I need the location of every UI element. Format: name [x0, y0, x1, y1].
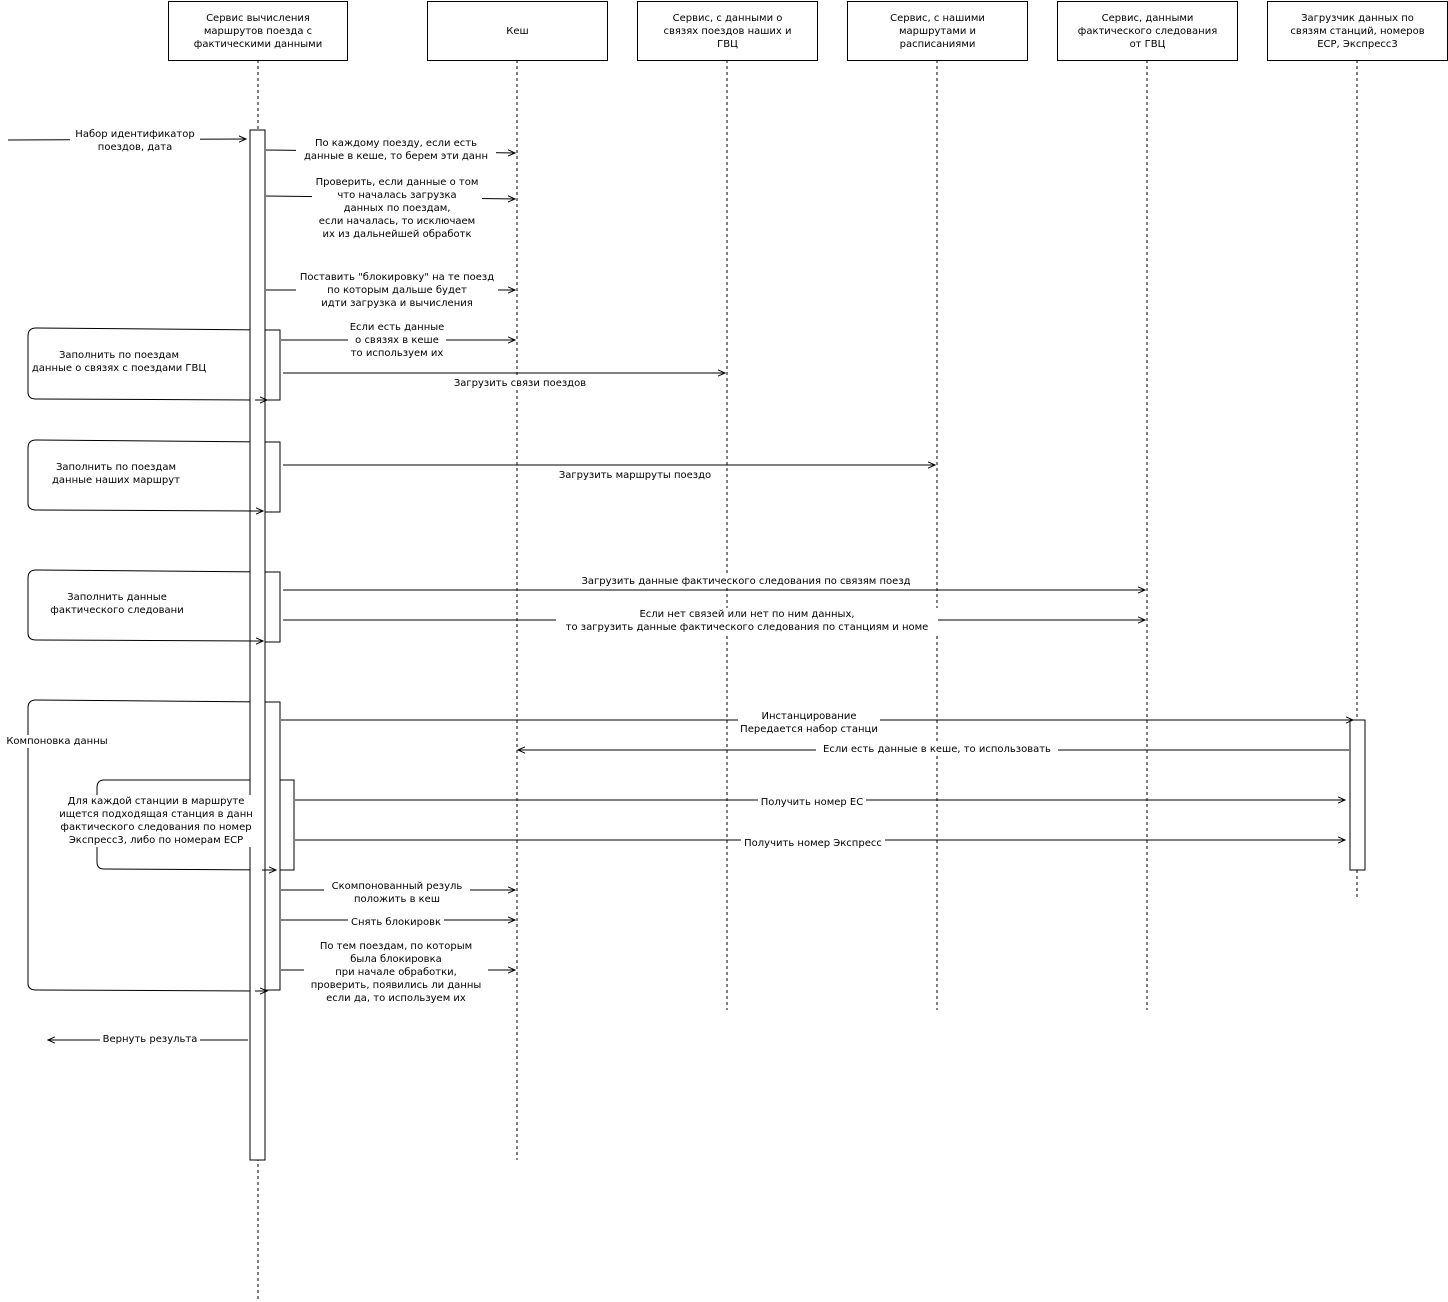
label-recheck: По тем поездам, по которым была блокировка при начале обработки, проверить, появились ли данны если да, то используем их: [304, 940, 488, 1005]
participant-links-service: Сервис, с данными о связях поездов наших и ГВЦ: [637, 1, 818, 61]
label-load-actual-stations: Если нет связей или нет по ним данных, то загрузить данные фактического следования по станциям и номе: [556, 608, 938, 634]
activation-actual: [265, 572, 280, 642]
note-fill-links: Заполнить по поездам данные о связях с поездами ГВЦ: [31, 350, 207, 374]
note-fill-routes: Заполнить по поездам данные наших маршрут: [46, 461, 186, 487]
activation-compose: [265, 702, 280, 990]
activation-loader: [1350, 720, 1365, 870]
label-loader-cache: Если есть данные в кеше, то использовать: [816, 743, 1058, 756]
label-load-routes: Загрузить маршруты поездо: [558, 470, 712, 481]
note-station-match: Для каждой станции в маршруте ищется подходящая станция в данн фактического следования по номер Экспресс3, либо по номерам ЕСР: [52, 795, 260, 847]
participant-route-service: Сервис вычисления маршрутов поезда с фактическими данными: [168, 1, 348, 61]
label-load-links: Загрузить связи поездов: [453, 378, 587, 389]
label-cache-check: По каждому поезду, если есть данные в кеше, то берем эти данн: [296, 137, 496, 163]
label-set-lock: Поставить "блокировку" на те поезд по которым дальше будет идти загрузка и вычисления: [296, 271, 498, 310]
label-put-cache: Скомпонованный резуль положить в кеш: [324, 880, 470, 906]
label-get-express: Получить номер Экспресс: [741, 837, 885, 850]
label-links-cache: Если есть данные о связях в кеше то используем их: [349, 322, 445, 359]
note-fill-actual: Заполнить данные фактического следовани: [46, 591, 188, 617]
label-unlock: Снять блокировк: [348, 916, 444, 929]
activation-station-match: [280, 780, 294, 870]
label-return: Вернуть результа: [100, 1033, 200, 1046]
participant-schedule-service: Сервис, с нашими маршрутами и расписаниями: [847, 1, 1028, 61]
label-check-loading: Проверить, если данные о том что началась загрузка данных по поездам, если началась, то исключаем их из дальнейшей обработк: [312, 176, 482, 241]
note-compose: Компоновка данны: [4, 735, 110, 748]
label-input: Набор идентификатор поездов, дата: [70, 128, 200, 154]
participant-actual-service: Сервис, данными фактического следования от ГВЦ: [1057, 1, 1238, 61]
activation-main: [250, 130, 265, 1160]
label-get-esr: Получить номер ЕС: [758, 796, 866, 809]
participant-cache: Кеш: [427, 1, 608, 61]
label-load-actual-links: Загрузить данные фактического следования по связям поезд: [574, 575, 918, 588]
label-instantiate: Инстанцирование Передается набор станци: [738, 710, 880, 736]
activation-routes: [265, 442, 280, 512]
activation-links: [265, 330, 280, 400]
participant-loader-service: Загрузчик данных по связям станций, номеров ЕСР, Экспресс3: [1267, 1, 1448, 61]
